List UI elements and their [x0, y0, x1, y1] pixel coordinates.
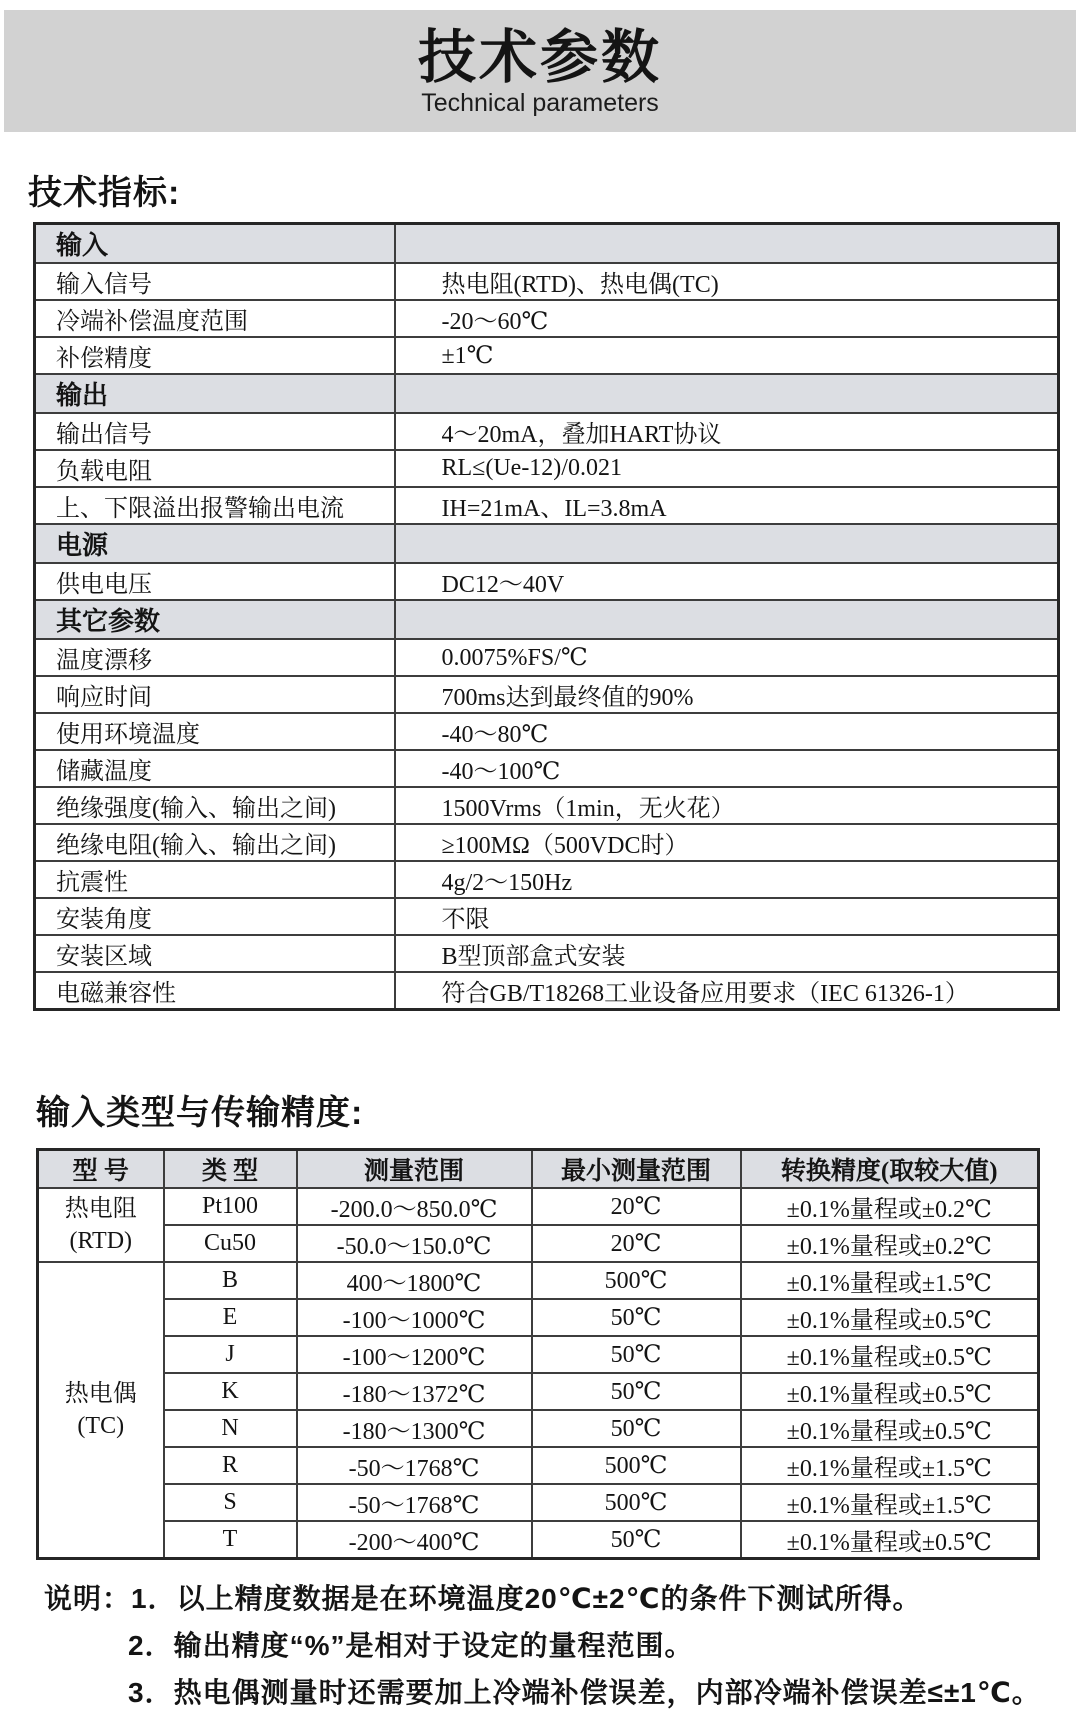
- accuracy-data-row: [38, 1336, 1039, 1373]
- spec-param-value: B型顶部盒式安装: [395, 935, 1059, 972]
- accuracy-header-row: [38, 1150, 1039, 1189]
- spec-data-row: [35, 487, 1059, 524]
- accuracy-header-cell: 型 号: [38, 1150, 164, 1189]
- accuracy-model-cell: [38, 1262, 164, 1559]
- spec-param-value: 符合GB/T18268工业设备应用要求（IEC 61326-1）: [395, 972, 1059, 1010]
- accuracy-precision-cell: ±0.1%量程或±1.5℃: [741, 1262, 1039, 1299]
- spec-section-label: 输出: [35, 374, 395, 413]
- spec-param-label: 温度漂移: [35, 639, 395, 676]
- spec-param-label: 抗震性: [35, 861, 395, 898]
- spec-param-value: 0.0075%FS/℃: [395, 639, 1059, 676]
- page: [0, 10, 1080, 1708]
- accuracy-type-cell: Cu50: [164, 1225, 297, 1262]
- accuracy-min-range-cell: 50℃: [532, 1373, 741, 1410]
- accuracy-model-line: (RTD): [69, 1228, 133, 1254]
- spec-data-row: [35, 935, 1059, 972]
- accuracy-precision-cell: ±0.1%量程或±0.5℃: [741, 1336, 1039, 1373]
- spec-data-row: [35, 676, 1059, 713]
- spec-data-row: [35, 898, 1059, 935]
- spec-data-row: [35, 450, 1059, 487]
- spec-param-value: -20～60℃: [395, 300, 1059, 337]
- accuracy-model-line: 热电阻: [64, 1196, 137, 1222]
- accuracy-range-cell: 400～1800℃: [297, 1262, 532, 1299]
- page-title: 技术参数: [417, 25, 662, 90]
- spec-param-label: 输入信号: [35, 263, 395, 300]
- accuracy-min-range-cell: 50℃: [532, 1336, 741, 1373]
- spec-data-row: [35, 639, 1059, 676]
- accuracy-type-cell: Pt100: [164, 1188, 297, 1225]
- notes: [44, 1584, 1080, 1708]
- accuracy-min-range-cell: 500℃: [532, 1447, 741, 1484]
- spec-param-label: 电磁兼容性: [35, 972, 395, 1010]
- accuracy-range-cell: -100～1000℃: [297, 1299, 532, 1336]
- spec-param-label: 冷端补偿温度范围: [35, 300, 395, 337]
- accuracy-header-cell: 最小测量范围: [532, 1150, 741, 1189]
- accuracy-table: [36, 1148, 1040, 1560]
- accuracy-data-row: [38, 1447, 1039, 1484]
- spec-section-row: [35, 224, 1059, 264]
- accuracy-precision-cell: ±0.1%量程或±0.2℃: [741, 1225, 1039, 1262]
- accuracy-range-cell: -200.0～850.0℃: [297, 1188, 532, 1225]
- accuracy-header-cell: 测量范围: [297, 1150, 532, 1189]
- accuracy-data-row: [38, 1299, 1039, 1336]
- spec-param-value: 4～20mA，叠加HART协议: [395, 413, 1059, 450]
- accuracy-precision-cell: ±0.1%量程或±1.5℃: [741, 1447, 1039, 1484]
- accuracy-range-cell: -200～400℃: [297, 1521, 532, 1559]
- spec-param-value: 700ms达到最终值的90%: [395, 676, 1059, 713]
- spec-section-row: [35, 524, 1059, 563]
- accuracy-type-cell: J: [164, 1336, 297, 1373]
- spec-param-label: 供电电压: [35, 563, 395, 600]
- spec-param-value: -40～100℃: [395, 750, 1059, 787]
- spec-section-row: [35, 374, 1059, 413]
- accuracy-range-cell: -50～1768℃: [297, 1447, 532, 1484]
- accuracy-data-row: [38, 1484, 1039, 1521]
- accuracy-type-cell: R: [164, 1447, 297, 1484]
- accuracy-min-range-cell: 500℃: [532, 1484, 741, 1521]
- spec-param-value: 1500Vrms（1min，无火花）: [395, 787, 1059, 824]
- spec-param-value: 4g/2～150Hz: [395, 861, 1059, 898]
- spec-param-value: ≥100MΩ（500VDC时）: [395, 824, 1059, 861]
- accuracy-precision-cell: ±0.1%量程或±1.5℃: [741, 1484, 1039, 1521]
- accuracy-table-body: [38, 1188, 1039, 1559]
- accuracy-section-heading: 输入类型与传输精度:: [36, 1094, 364, 1132]
- spec-section-heading: 技术指标:: [28, 174, 181, 212]
- spec-data-row: [35, 263, 1059, 300]
- spec-param-label: 储藏温度: [35, 750, 395, 787]
- spec-table: [33, 222, 1060, 1011]
- spec-section-spacer: [395, 224, 1059, 264]
- spec-data-row: [35, 337, 1059, 374]
- spec-param-label: 安装角度: [35, 898, 395, 935]
- spec-section-label: 其它参数: [35, 600, 395, 639]
- spec-param-value: 热电阻(RTD)、热电偶(TC): [395, 263, 1059, 300]
- accuracy-range-cell: -50～1768℃: [297, 1484, 532, 1521]
- accuracy-type-cell: N: [164, 1410, 297, 1447]
- title-banner: [4, 10, 1076, 132]
- note-line: [44, 1631, 1080, 1661]
- accuracy-model-line: (TC): [77, 1413, 125, 1439]
- accuracy-header-cell: 类 型: [164, 1150, 297, 1189]
- spec-section-row: [35, 600, 1059, 639]
- accuracy-range-cell: -100～1200℃: [297, 1336, 532, 1373]
- spec-param-label: 输出信号: [35, 413, 395, 450]
- accuracy-precision-cell: ±0.1%量程或±0.5℃: [741, 1299, 1039, 1336]
- accuracy-type-cell: T: [164, 1521, 297, 1559]
- accuracy-precision-cell: ±0.1%量程或±0.2℃: [741, 1188, 1039, 1225]
- spec-section-spacer: [395, 524, 1059, 563]
- spec-data-row: [35, 413, 1059, 450]
- accuracy-precision-cell: ±0.1%量程或±0.5℃: [741, 1373, 1039, 1410]
- accuracy-type-cell: E: [164, 1299, 297, 1336]
- spec-param-value: -40～80℃: [395, 713, 1059, 750]
- spec-param-label: 使用环境温度: [35, 713, 395, 750]
- accuracy-type-cell: B: [164, 1262, 297, 1299]
- spec-data-row: [35, 750, 1059, 787]
- accuracy-precision-cell: ±0.1%量程或±0.5℃: [741, 1521, 1039, 1559]
- accuracy-min-range-cell: 50℃: [532, 1299, 741, 1336]
- spec-data-row: [35, 972, 1059, 1010]
- accuracy-data-row: [38, 1521, 1039, 1559]
- note-text: 1．以上精度数据是在环境温度20℃±2℃的条件下测试所得。: [131, 1583, 922, 1614]
- accuracy-header-cell: 转换精度(取较大值): [741, 1150, 1039, 1189]
- spec-section-spacer: [395, 374, 1059, 413]
- spec-param-value: 不限: [395, 898, 1059, 935]
- spec-section-label: 输入: [35, 224, 395, 264]
- accuracy-type-cell: K: [164, 1373, 297, 1410]
- spec-param-value: IH=21mA、IL=3.8mA: [395, 487, 1059, 524]
- accuracy-min-range-cell: 50℃: [532, 1521, 741, 1559]
- spec-section-label: 电源: [35, 524, 395, 563]
- accuracy-model-cell: [38, 1188, 164, 1262]
- accuracy-min-range-cell: 50℃: [532, 1410, 741, 1447]
- spec-data-row: [35, 787, 1059, 824]
- spec-data-row: [35, 563, 1059, 600]
- note-text: 3．热电偶测量时还需要加上冷端补偿误差，内部冷端补偿误差≤±1℃。: [128, 1677, 1041, 1708]
- accuracy-data-row: [38, 1373, 1039, 1410]
- note-line: [44, 1584, 1080, 1614]
- spec-data-row: [35, 861, 1059, 898]
- accuracy-model-line: 热电偶: [64, 1381, 137, 1407]
- accuracy-range-cell: -180～1372℃: [297, 1373, 532, 1410]
- spec-param-label: 负载电阻: [35, 450, 395, 487]
- spec-param-label: 绝缘强度(输入、输出之间): [35, 787, 395, 824]
- accuracy-data-row: [38, 1188, 1039, 1225]
- spec-param-value: ±1℃: [395, 337, 1059, 374]
- accuracy-type-cell: S: [164, 1484, 297, 1521]
- spec-param-label: 安装区域: [35, 935, 395, 972]
- spec-param-label: 上、下限溢出报警输出电流: [35, 487, 395, 524]
- spec-table-body: [35, 224, 1059, 1010]
- spec-param-label: 补偿精度: [35, 337, 395, 374]
- spec-param-value: DC12～40V: [395, 563, 1059, 600]
- accuracy-range-cell: -50.0～150.0℃: [297, 1225, 532, 1262]
- spec-param-value: RL≤(Ue-12)/0.021: [395, 450, 1059, 487]
- notes-prefix: 说明：: [44, 1583, 132, 1614]
- accuracy-range-cell: -180～1300℃: [297, 1410, 532, 1447]
- spec-param-label: 响应时间: [35, 676, 395, 713]
- spec-data-row: [35, 824, 1059, 861]
- spec-data-row: [35, 300, 1059, 337]
- accuracy-data-row: [38, 1225, 1039, 1262]
- note-line: [44, 1678, 1080, 1708]
- page-subtitle: Technical parameters: [421, 89, 659, 117]
- spec-param-label: 绝缘电阻(输入、输出之间): [35, 824, 395, 861]
- accuracy-table-head: [38, 1150, 1039, 1189]
- accuracy-data-row: [38, 1262, 1039, 1299]
- accuracy-min-range-cell: 500℃: [532, 1262, 741, 1299]
- spec-data-row: [35, 713, 1059, 750]
- note-text: 2．输出精度“%”是相对于设定的量程范围。: [128, 1630, 694, 1661]
- accuracy-min-range-cell: 20℃: [532, 1188, 741, 1225]
- accuracy-data-row: [38, 1410, 1039, 1447]
- spec-section-spacer: [395, 600, 1059, 639]
- accuracy-precision-cell: ±0.1%量程或±0.5℃: [741, 1410, 1039, 1447]
- accuracy-min-range-cell: 20℃: [532, 1225, 741, 1262]
